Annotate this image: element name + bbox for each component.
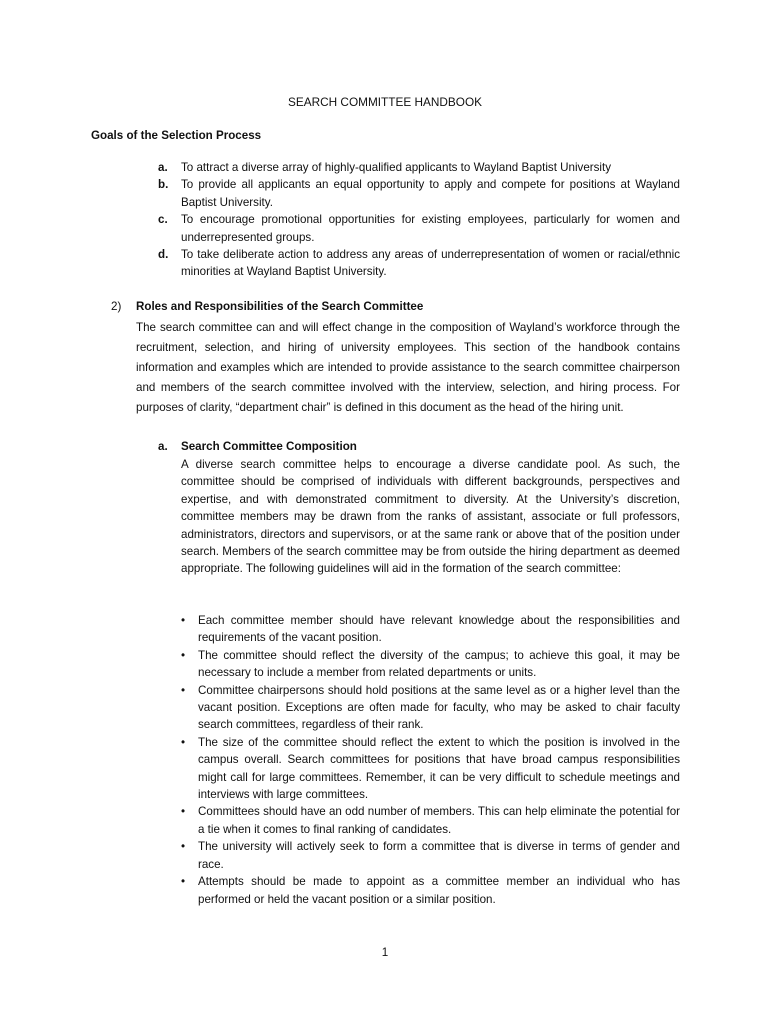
bullet-icon: • — [181, 648, 186, 662]
bullet-icon: • — [181, 683, 186, 697]
bullet-icon: • — [181, 735, 186, 749]
guideline-text: Attempts should be made to appoint as a committee member an individual who has performed or held the vacant position or a similar position. — [198, 875, 680, 906]
guideline-text: Committee chairpersons should hold positions at the same level as or a higher level than the vacant position. Exceptions are often made for faculty, who may be asked to chair faculty search committees, regardless of their rank. — [198, 683, 680, 732]
section-body: The search committee can and will effect change in the composition of Wayland’s workforce through the recruitment, selection, and hiring of university employees. This section of the handbook contains information and examples which are intended to provide assistance to the search committee chairperson and members of the search committee involved with the interview, selection, and hiring process. For purposes of clarity, “department chair” is defined in this document as the head of the hiring unit. — [136, 321, 680, 415]
bullet-icon: • — [181, 840, 186, 854]
goal-label: c. — [158, 213, 168, 227]
goals-heading: Goals of the Selection Process — [91, 129, 262, 142]
goal-text: To provide all applicants an equal opportunity to apply and compete for positions at Wayland Baptist University. — [181, 178, 680, 209]
goal-item — [158, 246, 680, 281]
goal-text: To take deliberate action to address any areas of underrepresentation of women or racial/ethnic minorities at Wayland Baptist University. — [181, 248, 680, 279]
guideline-item — [181, 734, 680, 804]
goal-text: To attract a diverse array of highly-qualified applicants to Wayland Baptist University — [181, 161, 612, 174]
section-number: 2) — [111, 300, 122, 313]
goals-list — [158, 159, 680, 281]
subsection-label: a. — [158, 440, 168, 453]
goal-label: a. — [158, 161, 168, 174]
guideline-text: The committee should reflect the diversity of the campus; to achieve this goal, it may be necessary to include a member from related departments or units. — [198, 648, 680, 680]
bullet-icon: • — [181, 875, 186, 889]
goal-label: b. — [158, 178, 169, 192]
subsection-heading: Search Committee Composition — [181, 440, 357, 453]
guideline-text: Committees should have an odd number of members. This can help eliminate the potential for a tie when it comes to final ranking of candidates. — [198, 805, 680, 836]
goal-label: d. — [158, 248, 169, 262]
page-number: 1 — [381, 946, 389, 959]
bullet-icon: • — [181, 614, 186, 627]
guideline-item — [181, 803, 680, 838]
goal-item — [158, 159, 680, 176]
guideline-item — [181, 612, 680, 647]
document-title: SEARCH COMMITTEE HANDBOOK — [287, 95, 482, 109]
guidelines-list — [181, 612, 680, 908]
goal-item — [158, 211, 680, 246]
goal-text: To encourage promotional opportunities for existing employees, particularly for women and underrepresented groups. — [181, 213, 680, 244]
guideline-text: The size of the committee should reflect the extent to which the position is involved in the campus overall. Search committees for positions that have broad campus responsibilities might call for large committees. Remember, it can be very difficult to schedule meetings and interviews with large committees. — [198, 735, 680, 802]
goal-item — [158, 176, 680, 211]
subsection-body: A diverse search committee helps to encourage a diverse candidate pool. As such, the committee should be comprised of individuals with different backgrounds, perspectives and expertise, and with demonstrated commitment to diversity. At the University’s discretion, committee members may be drawn from the ranks of assistant, associate or full professors, administrators, directors and supervisors, or at the same rank or above that of the position under search. Members of the search committee may be from outside the hiring department as deemed appropriate. The following guidelines will aid in the formation of the search committee: — [181, 458, 680, 576]
guideline-item — [181, 647, 680, 682]
guideline-item — [181, 873, 680, 908]
section-heading: Roles and Responsibilities of the Search Committee — [136, 300, 424, 313]
guideline-text: The university will actively seek to form a committee that is diverse in terms of gender and race. — [198, 840, 680, 871]
guideline-text: Each committee member should have relevant knowledge about the responsibilities and requirements of the vacant position. — [198, 614, 680, 645]
guideline-item — [181, 682, 680, 734]
guideline-item — [181, 838, 680, 873]
bullet-icon: • — [181, 805, 186, 819]
